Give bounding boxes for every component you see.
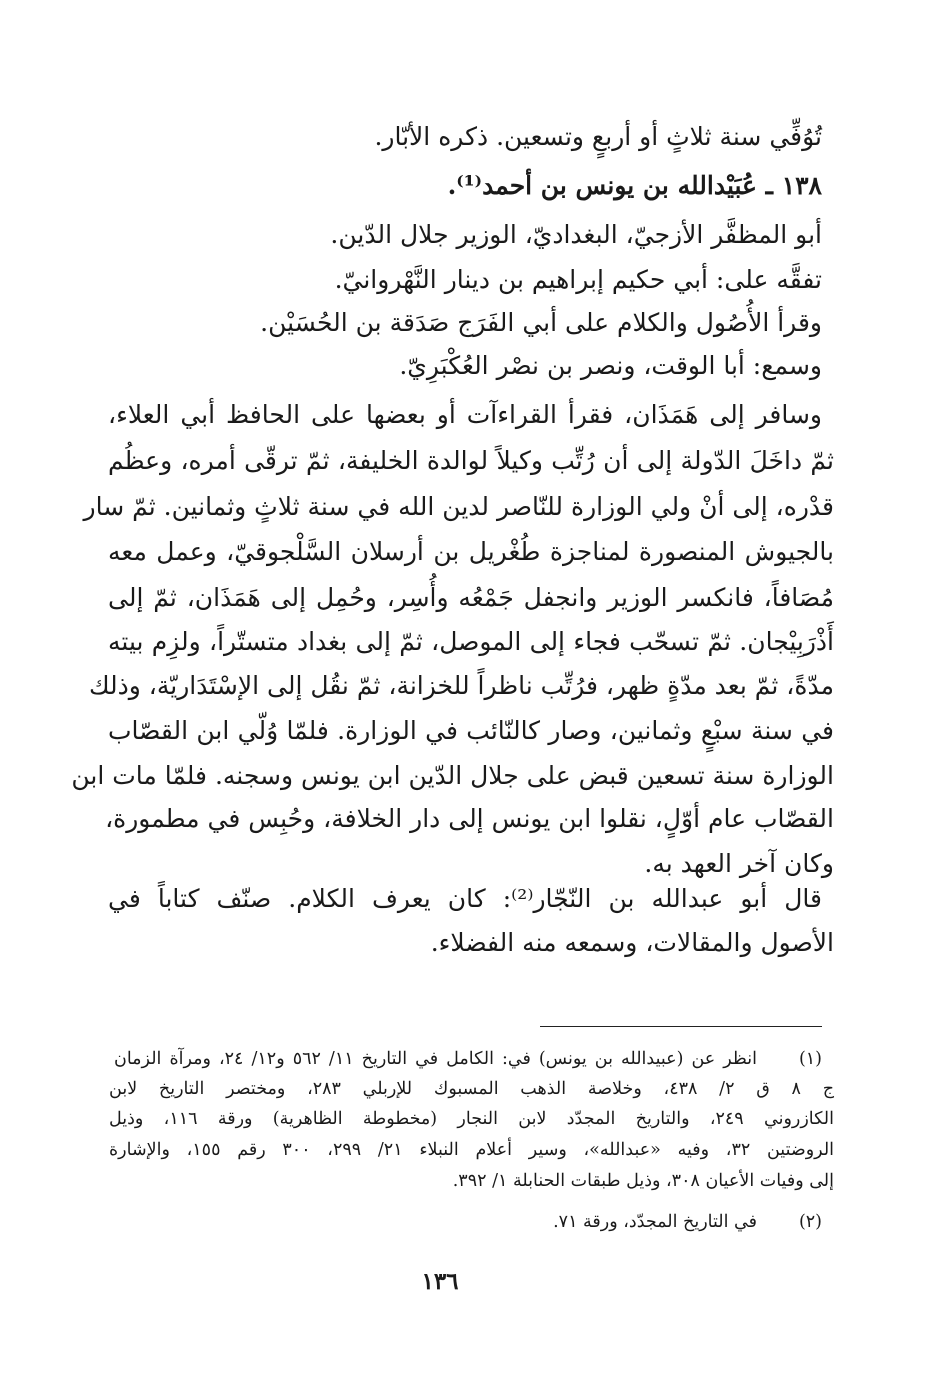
paragraph-line: وسافر إلى هَمَذَان، فقرأ القراءآت أو بعضها على الحافظ أبي العلاء،	[108, 400, 822, 429]
paragraph-line: ثمّ داخَلَ الدّولة إلى أن رُتِّب وكيلاً لوالدة الخليفة، ثمّ ترقّى أمره، وعظُم	[108, 446, 834, 475]
body-line: تُوُفِّي سنة ثلاثٍ أو أربعٍ وتسعين. ذكره الأبّار.	[374, 122, 822, 151]
paragraph-line: بالجيوش المنصورة لمناجزة طُغْريل بن أرسلان السَّلْجوقيّ، وعمل معه	[108, 537, 834, 566]
footnote-line: الروضتين ٣٢، وفيه «عبدالله»، وسير أعلام النبلاء ٢١/ ٢٩٩، ٣٠٠ رقم ١٥٥، والإشارة	[109, 1140, 835, 1160]
footnote-line: ج ٨ ق ٢/ ٤٣٨، وخلاصة الذهب المسبوك للإربلي ٢٨٣، ومختصر التاريخ لابن	[109, 1079, 834, 1099]
paragraph-line: الأصول والمقالات، وسمعه منه الفضلاء.	[430, 928, 834, 957]
body-line: وسمع: أبا الوقت، ونصر بن نصْر العُكْبَرِيّ.	[399, 351, 822, 380]
body-line: وقرأ الأُصُول والكلام على أبي الفَرَج صَدَقة بن الحُسَيْن.	[260, 308, 822, 337]
footnote-line: في التاريخ المجدّد، ورقة ٧١.	[553, 1212, 757, 1232]
paragraph-line: أَذْرَبِيْجان. ثمّ تسحّب فجاء إلى الموصل، ثمّ إلى بغداد متستّراً، ولزِم بيته	[108, 627, 834, 656]
footnote-line: الكازروني ٢٤٩، والتاريخ المجدّد لابن النجار (مخطوطة الظاهرية) ورقة ١١٦، وذيل	[109, 1109, 834, 1129]
footnote-divider	[540, 1026, 822, 1027]
entry-heading: ١٣٨ ـ عُبَيْدالله بن يونس بن أحمد⁽¹⁾.	[447, 171, 822, 200]
body-line: تفقَّه على: أبي حكيم إبراهيم بن دينار النَّهْروانيّ.	[334, 265, 822, 294]
paragraph-line: القصّاب عام أوّلٍ، نقلوا ابن يونس إلى دار الخلافة، وحُبِس في مطمورة،	[105, 804, 834, 833]
page-number: ١٣٦	[421, 1268, 459, 1295]
paragraph-line: مُصَافاً، فانكسر الوزير وانجفل جَمْعُه وأُسِر، وحُمِل إلى هَمَذَان، ثمّ إلى	[108, 583, 834, 612]
footnote-line: انظر عن (عبيدالله بن يونس) في: الكامل في التاريخ ١١/ ٥٦٢ و١٢/ ٢٤، ومرآة الزمان	[114, 1049, 757, 1069]
paragraph-line: الوزارة سنة تسعين قبض على جلال الدّين ابن يونس وسجنه. فلمّا مات ابن	[71, 761, 834, 790]
paragraph-line: مدّةً، ثمّ بعد مدّةٍ ظهر، فرُتِّب ناظراً للخزانة، ثمّ نقُل إلى الإسْتَدَاريّة، وذلك	[88, 671, 834, 700]
paragraph-line: قدْره، إلى أنْ ولي الوزارة للنّاصر لدين الله في سنة ثلاثٍ وثمانين. ثمّ سار	[83, 492, 834, 521]
paragraph-line: في سنة سبْعٍ وثمانين، وصار كالنّائب في الوزارة. فلمّا وُلّي ابن القصّاب	[108, 716, 834, 745]
footnote-marker: (٢)	[798, 1212, 822, 1232]
paragraph-line: قال أبو عبدالله بن النّجّار⁽²⁾: كان يعرف الكلام. صنّف كتاباً في	[108, 884, 822, 913]
footnote-line: إلى وفيات الأعيان ٣٠٨، وذيل طبقات الحنابلة ١/ ٣٩٢.	[452, 1171, 834, 1191]
paragraph-line: وكان آخر العهد به.	[644, 849, 834, 878]
footnote-marker: (١)	[798, 1049, 822, 1069]
body-line: أبو المظفَّر الأزجيّ، البغداديّ، الوزير جلال الدّين.	[330, 220, 822, 249]
